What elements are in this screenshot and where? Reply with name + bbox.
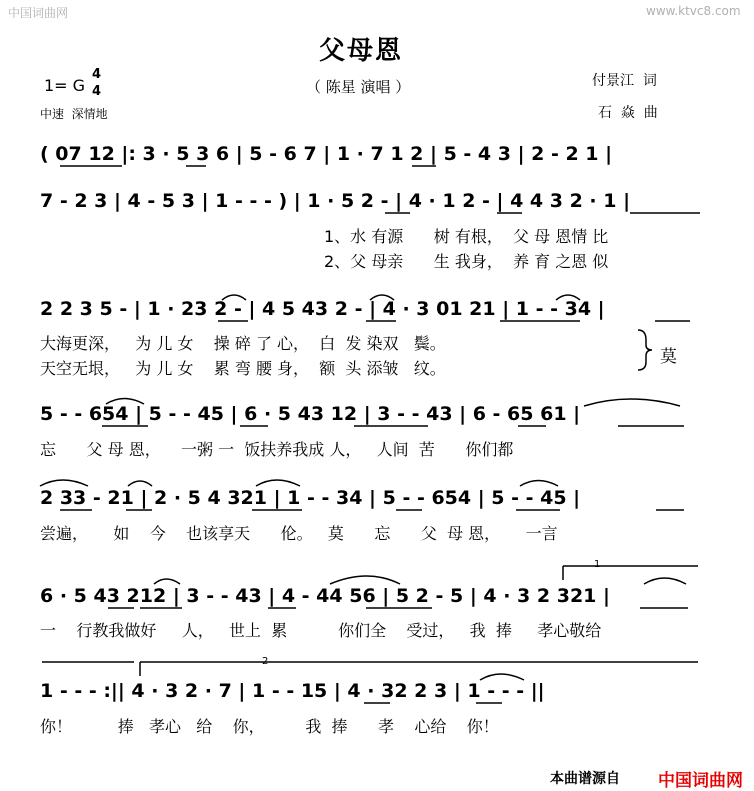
- notation-line-3: 2 2 3 5 - | 1 · 23 2 - | 4 5 43 2 - | 4 · 3 01 21 | 1 - - 34 |: [40, 298, 605, 320]
- key-signature: 1= G: [44, 76, 86, 95]
- lyrics-row6: 你！ 捧 孝心 给 你， 我 捧 孝 心给 你！: [40, 717, 499, 736]
- slur-line6-a: [154, 579, 180, 584]
- lyrics-verse1-row1: 1、水 有源 树 有根， 父 母 恩情 比: [324, 227, 609, 246]
- notation-line-5: 2 33 - 21 | 2 · 5 4 321 | 1 - - 34 | 5 - - 654 | 5 - - 45 |: [40, 487, 581, 509]
- singer-line: （ 陈星 演唱 ）: [306, 78, 411, 96]
- slur-line3-a: [222, 295, 246, 300]
- time-signature-bottom: 4: [92, 84, 102, 99]
- notation-line-6: 6 · 5 43 212 | 3 - - 43 | 4 - 44 56 | 5 2 - 5 | 4 · 3 2 321 |: [40, 585, 610, 607]
- slur-line7-a: [480, 674, 524, 680]
- notation-line-2: 7 - 2 3 | 4 - 5 3 | 1 - - - ) | 1 · 5 2 - | 4 · 1 2 - | 4 4 3 2 · 1 |: [40, 190, 631, 212]
- tempo-marking: 中速 深情地: [40, 107, 108, 121]
- lyrics-row3: 忘 父 母 恩， 一粥 一 饭扶养我成 人， 人间 苦 你们都: [40, 440, 514, 459]
- slur-line4-a: [106, 399, 144, 405]
- slur-line4-b: [584, 399, 680, 406]
- time-signature-top: 4: [92, 67, 102, 82]
- slur-line6-c: [644, 578, 686, 584]
- slur-line5-c: [256, 480, 300, 486]
- slur-line5-b: [128, 481, 152, 486]
- composer: 石 焱 曲: [598, 105, 658, 121]
- watermark-left: 中国词曲网: [8, 6, 69, 20]
- slur-line5-d: [520, 481, 558, 487]
- lyrics-verse2-row2: 天空无垠， 为 儿 女 累 弯 腰 身， 额 头 添皱 纹。: [40, 359, 446, 378]
- notation-line-4: 5 - - 654 | 5 - - 45 | 6 · 5 43 12 | 3 - - 43 | 6 - 65 61 |: [40, 403, 581, 425]
- verse-brace: [638, 330, 652, 370]
- slur-line3-b: [370, 295, 394, 300]
- volta-2-number: 2: [262, 656, 269, 667]
- notation-line-7: 1 - - - :|| 4 · 3 2 · 7 | 1 - - 15 | 4 · 32 2 3 | 1 - - - ||: [40, 680, 545, 702]
- lyricist: 付景江 词: [592, 73, 657, 89]
- footer-source-label: 本曲谱源自: [550, 771, 620, 787]
- slur-line3-c: [556, 295, 580, 300]
- slur-line6-b: [330, 576, 400, 584]
- volta-1-number: 1: [594, 559, 601, 570]
- slur-line5-a: [40, 480, 88, 486]
- lyrics-merge-mo: 莫: [660, 347, 677, 367]
- lyrics-row5: 一 行教我做好 人， 世上 累 你们全 受过， 我 捧 孝心敬给: [40, 621, 602, 640]
- lyrics-row4: 尝遍， 如 今 也该享天 伦。 莫 忘 父 母 恩， 一言: [40, 524, 558, 543]
- lyrics-verse1-row2: 大海更深， 为 儿 女 操 碎 了 心， 白 发 染双 鬓。: [40, 334, 446, 353]
- watermark-right: www.ktvc8.com: [646, 4, 741, 18]
- lyrics-verse2-row1: 2、父 母亲 生 我身， 养 育 之恩 似: [324, 252, 609, 271]
- footer-site-link[interactable]: 中国词曲网: [658, 771, 743, 791]
- song-title: 父母恩: [319, 36, 404, 66]
- notation-line-1: ( 07 12 |: 3 · 5 3 6 | 5 - 6 7 | 1 · 7 1 2 | 5 - 4 3 | 2 - 2 1 |: [40, 143, 613, 165]
